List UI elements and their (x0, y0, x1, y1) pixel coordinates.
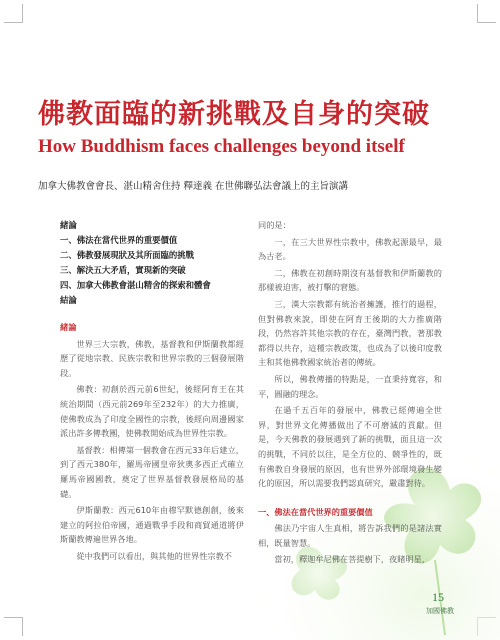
crop-mark-top-left (4, 4, 23, 23)
table-of-contents (60, 218, 260, 308)
body-paragraph: 同的是： (258, 220, 291, 230)
body-paragraph: 一，在三大世界性宗教中，佛教起源最早，最為古老。 (258, 236, 442, 262)
section-heading-intro: 緒論 (60, 322, 77, 332)
toc-heading: 緒論 (60, 220, 77, 230)
left-column (60, 316, 244, 566)
body-paragraph: 佛教：初創於西元前6世紀，後經阿育王在其統治期間（西元前269年至232年）的大力推廣，使佛教成為了印度全國性的宗教，後經向周邊國家派出許多傳教團，使佛教開始成為世界性宗教。 (60, 384, 244, 439)
body-paragraph: 伊斯蘭教：西元610年由穆罕默德創創，後來建立的阿拉伯帝國，通過戰爭手段和商貿通道將伊斯蘭教傳遍世界各地。 (60, 505, 244, 545)
toc-closing: 結論 (60, 295, 77, 305)
magazine-name: 加國佛教 (426, 607, 454, 615)
page-number: 15 (432, 590, 444, 604)
article-title-english: How Buddhism faces challenges beyond itself (38, 136, 405, 157)
toc-item: 一、佛法在當代世界的重要價值 (60, 235, 178, 245)
crop-mark-bottom-left (4, 617, 23, 636)
body-paragraph: 所以，佛教傳播的特點是，一直秉持寬容，和平，圓融的理念。 (258, 373, 442, 399)
body-paragraph: 在過千五百年的發展中，佛教已經傳遍全世界，對世界文化傳播做出了不可磨滅的貢獻。但是，今天佛教的發展遇到了新的挑戰，面且這一次的挑戰，不同於以往，是全方位的、競爭性的，既有佛教自身發展的原因，也有世界外部環境發生變化的原因，所以需要我們認真研究，嚴肅對待。 (258, 405, 442, 489)
body-paragraph: 二，佛教在初創時期沒有基督教和伊斯蘭教的那樣被迫害，被打擊的窘態。 (258, 267, 442, 293)
crop-mark-top-right (477, 4, 496, 23)
body-paragraph: 從中我們可以看出，與其他的世界性宗教不 (76, 550, 232, 561)
section-heading-one: 一、佛法在當代世界的重要價值 (258, 506, 373, 517)
body-paragraph: 佛法乃宇宙人生真相，將告訴我們的是諸法實相，既量智慧。 (258, 523, 442, 548)
body-paragraph: 當初，釋迦牟尼佛在菩提樹下，夜睹明星， (274, 554, 430, 565)
body-paragraph: 基督教：相傳第一個教會在西元33年后建立，到了西元380年，羅馬帝國皇帝狄奧多西正式確立羅馬帝國國教，奠定了世界基督教發展格局的基礎。 (60, 444, 244, 499)
toc-item: 四、加拿大佛教會湛山精舍的探索和體會 (60, 280, 211, 290)
article-title-chinese: 佛教面臨的新挑戰及自身的突破 (38, 99, 430, 130)
toc-item: 三、解決五大矛盾，實現新的突破 (60, 265, 186, 275)
author-byline: 加拿大佛教會會長、湛山精舍住持 釋達義 在世佛聯弘法會議上的主旨演講 (38, 181, 349, 192)
body-paragraph: 世界三大宗教，佛教，基督教和伊斯蘭教都經歷了從地宗教、民族宗教和世界宗教的三個發展階段。 (60, 338, 244, 378)
right-column (258, 218, 442, 569)
body-paragraph: 三，漢大宗教都有統治者擁護，推行的過程，但對佛教來說，即使在阿育王後期的大力推廣階段，仍然容許其他宗教的存在，臺灣門教，著那教都得以共存，這種宗教政策，也成為了以後印度教主和其他佛教國家統治者的傳統。 (258, 298, 442, 368)
toc-item: 二、佛教發展現狀及其所面臨的挑戰 (60, 250, 194, 260)
